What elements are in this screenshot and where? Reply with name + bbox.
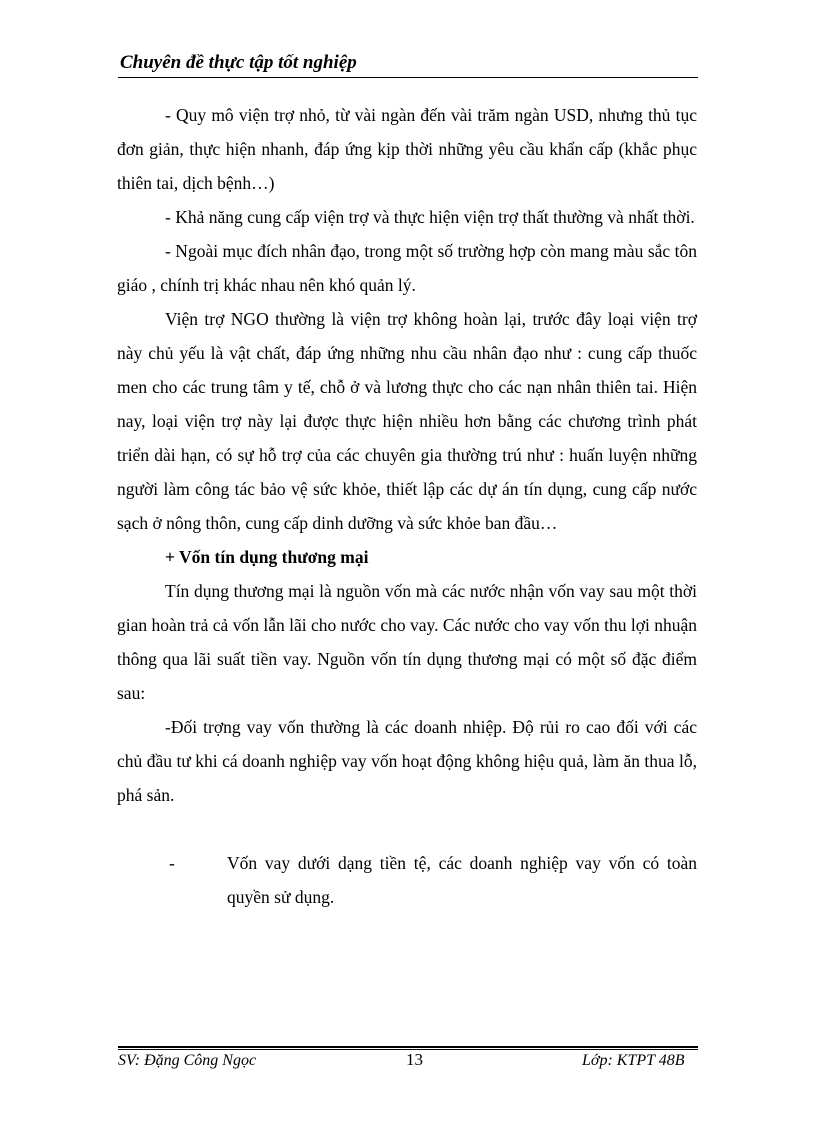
footer-student: SV: Đặng Công Ngọc <box>118 1052 257 1069</box>
paragraph-borrowers: -Đối trợng vay vốn thường là các doanh nhiệp. Độ rủi ro cao đối với các chủ đầu tư khi cá doanh nghiệp vay vốn hoạt động không hiệu quả, làm ăn thua lỗ, phá sản. <box>117 717 697 805</box>
paragraph-ngo-aid: Viện trợ NGO thường là viện trợ không hoàn lại, trước đây loại viện trợ này chủ yếu là vật chất, đáp ứng những nhu cầu nhân đạo như : cung cấp thuốc men cho các trung tâm y tế, chỗ ở và lương thực cho các nạn nhân thiên tai. Hiện nay, loại viện trợ này lại được thực hiện nhiều hơn bằng các chương trình phát triển dài hạn, có sự hỗ trợ của các chuyên gia thường trú như : huấn luyện những người làm công tác bảo vệ sức khỏe, thiết lập các dự án tín dụng, cung cấp nước sạch ở nông thôn, cung cấp dinh dưỡng và sức khỏe ban đầu… <box>117 309 697 533</box>
body-text <box>117 98 697 914</box>
page-number: 13 <box>406 1050 423 1069</box>
blank-line <box>117 812 697 846</box>
footer-class: Lớp: KTPT 48B <box>582 1052 685 1069</box>
footer-rule <box>118 1046 698 1048</box>
paragraph-irregular: - Khả năng cung cấp viện trợ và thực hiện viện trợ thất thường và nhất thời. <box>165 207 695 227</box>
bullet-item <box>117 846 697 914</box>
paragraph-scale: - Quy mô viện trợ nhỏ, từ vài ngàn đến vài trăm ngàn USD, nhưng thủ tục đơn giản, thực hiện nhanh, đáp ứng kịp thời những yêu cầu khẩn cấp (khắc phục thiên tai, dịch bệnh…) <box>117 105 697 193</box>
paragraph-commercial-credit: Tín dụng thương mại là nguồn vốn mà các nước nhận vốn vay sau một thời gian hoàn trả cả vốn lẫn lãi cho nước cho vay. Các nước cho vay vốn thu lợi nhuận thông qua lãi suất tiền vay. Nguồn vốn tín dụng thương mại có một số đặc điểm sau: <box>117 581 697 703</box>
bullet-dash: - <box>169 853 175 873</box>
header-title: Chuyên đề thực tập tốt nghiệp <box>120 52 357 73</box>
header-rule <box>118 77 698 78</box>
bullet-text: Vốn vay dưới dạng tiền tệ, các doanh nghiệp vay vốn có toàn quyền sử dụng. <box>227 853 697 907</box>
paragraph-purpose: - Ngoài mục đích nhân đạo, trong một số trường hợp còn mang màu sắc tôn giáo , chính trị khác nhau nên khó quản lý. <box>117 241 697 295</box>
section-heading: + Vốn tín dụng thương mại <box>165 547 369 567</box>
